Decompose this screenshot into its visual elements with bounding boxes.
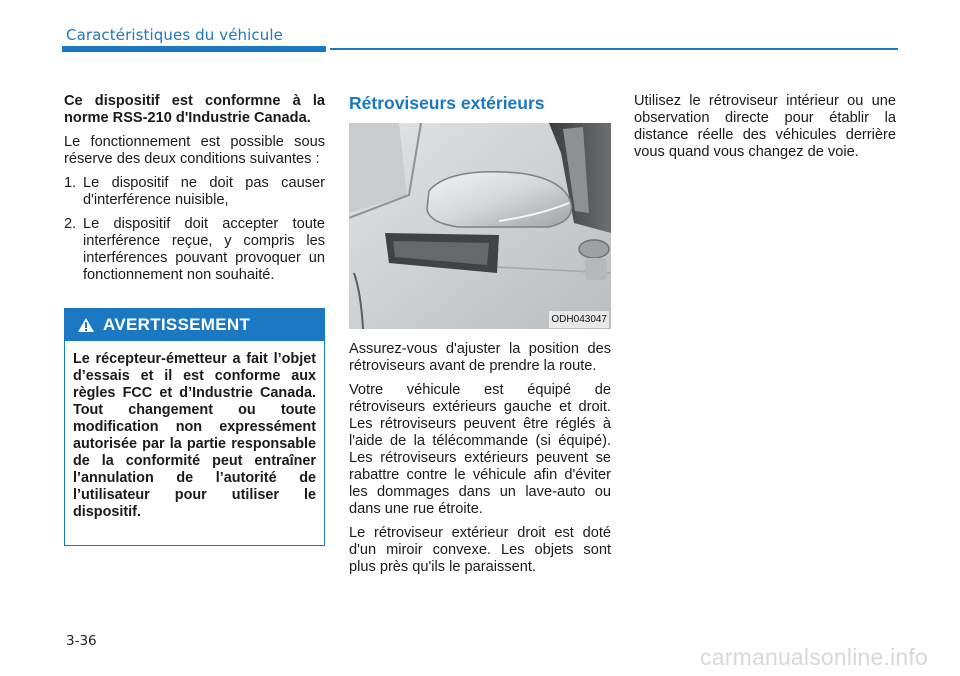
list-item	[64, 216, 325, 284]
mirror-para-1: Assurez-vous d'ajuster la position des rétroviseurs avant de prendre la route.	[349, 341, 611, 374]
watermark: carmanualsonline.info	[700, 644, 928, 670]
mirror-illustration	[349, 123, 611, 329]
warning-box	[64, 308, 325, 546]
mirror-para-2: Votre véhicule est équipé de rétroviseurs extérieurs gauche et droit. Les rétroviseurs peuvent être réglés à l'aide de la télécommande (si équipé). Les rétroviseurs extérieurs peuvent se rabattre contre le véhicule afin d'éviter les dommages dans un lave-auto ou dans une rue étroite.	[349, 382, 611, 517]
mirror-para-3: Le rétroviseur extérieur droit est doté d'un miroir convexe. Les objets sont plus près qu'ils le paraissent.	[349, 525, 611, 575]
figure-code: ODH043047	[549, 311, 609, 328]
list-item-text: Le dispositif ne doit pas causer d'interférence nuisible,	[83, 175, 325, 208]
side-mirror-image	[349, 123, 611, 329]
column-left	[64, 93, 325, 291]
warning-header	[65, 309, 324, 341]
page-number: 3-36	[66, 633, 97, 649]
list-item-text: Le dispositif doit accepter toute interférence reçue, y compris les interférences pouvant provoquer un fonctionnement non souhaité.	[83, 216, 325, 283]
warning-title: AVERTISSEMENT	[103, 315, 251, 334]
list-item	[64, 175, 325, 209]
conditions-intro: Le fonctionnement est possible sous réserve des deux conditions suivantes :	[64, 134, 325, 167]
warning-text: Le récepteur-émetteur a fait l’objet d’essais et il est conforme aux règles FCC et d’Industrie Canada. Tout changement ou toute modification non expressément autorisée par la partie responsable de la conformité peut entraîner l’annulation de l’autorité de l’utilisateur pour utiliser le dispositif.	[73, 351, 316, 520]
list-item-number: 2.	[64, 216, 77, 232]
column-middle	[349, 93, 611, 583]
header-rule-thin	[330, 48, 898, 50]
list-item-number: 1.	[64, 175, 77, 191]
compliance-statement: Ce dispositif est conformne à la norme RSS-210 d'Industrie Canada.	[64, 93, 325, 126]
column-right	[634, 93, 896, 168]
section-title: Caractéristiques du véhicule	[66, 26, 283, 44]
conditions-list	[64, 175, 325, 284]
header-rule-thick	[62, 46, 326, 52]
rearview-advice: Utilisez le rétroviseur intérieur ou une observation directe pour établir la distance réelle des véhicules derrière vous quand vous changez de voie.	[634, 93, 896, 160]
warning-triangle-icon	[77, 317, 95, 333]
section-heading: Rétroviseurs extérieurs	[349, 93, 545, 113]
